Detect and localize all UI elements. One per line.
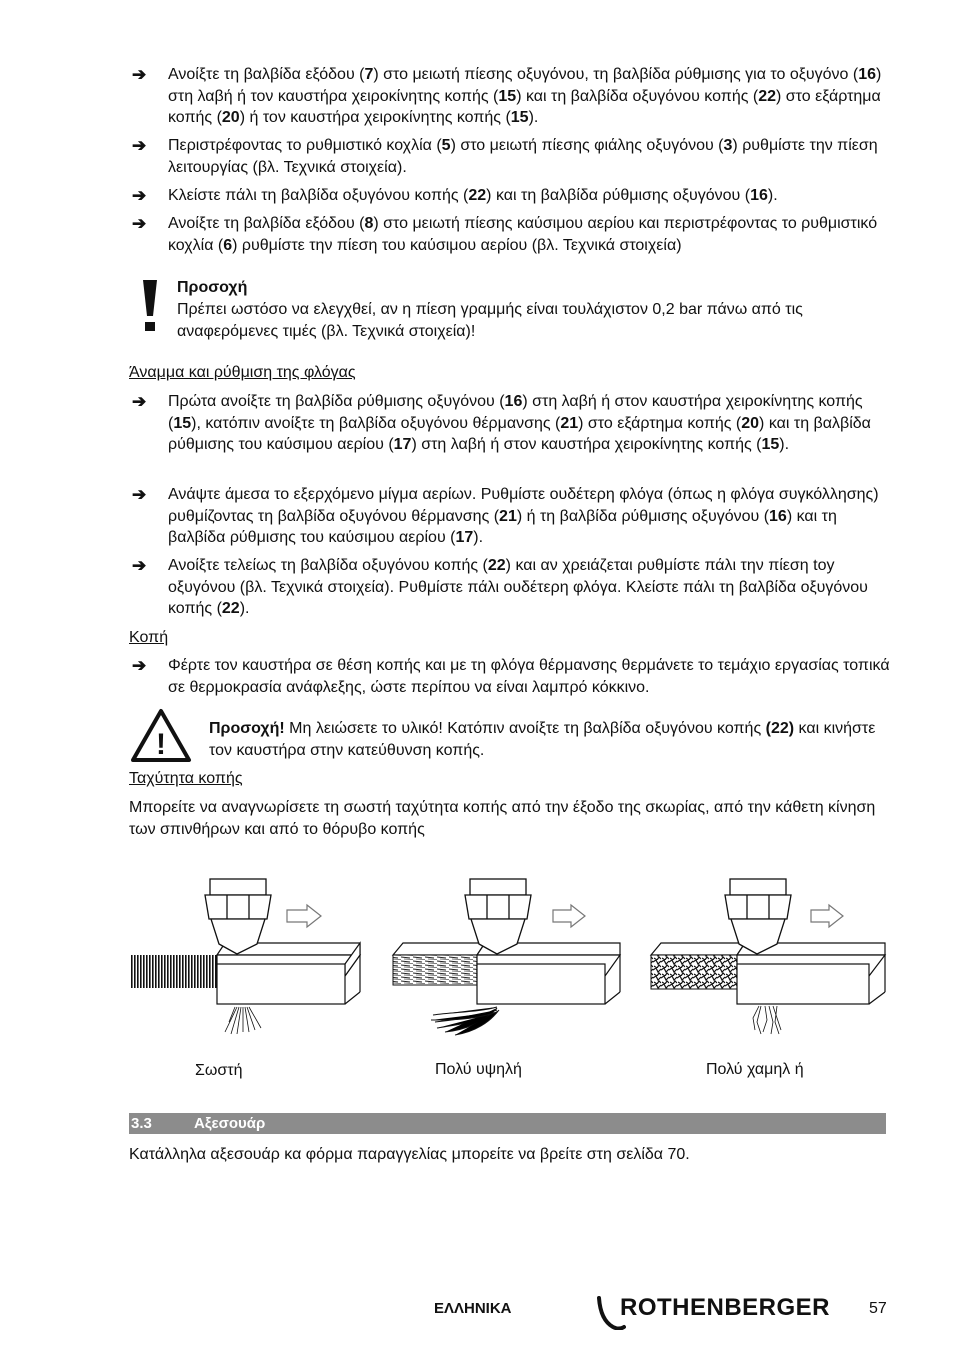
section-number: 3.3 <box>131 1115 152 1132</box>
arrow-icon: ➔ <box>132 656 147 675</box>
figure-caption-correct: Σωστή <box>195 1062 243 1079</box>
footer-language: ΕΛΛΗΝΙΚΑ <box>434 1300 512 1317</box>
arrow-icon: ➔ <box>132 392 147 411</box>
list-item <box>132 64 892 129</box>
list-item <box>132 655 892 698</box>
arrow-icon: ➔ <box>132 214 147 233</box>
warning-triangle-icon <box>130 708 192 763</box>
cutting-speed-figure <box>125 872 890 1042</box>
arrow-icon: ➔ <box>132 136 147 155</box>
list-item <box>132 185 892 207</box>
exclamation-icon <box>140 280 160 332</box>
list-item <box>132 484 892 549</box>
figure-caption-too-low: Πολύ χαμηλ ή <box>706 1061 804 1078</box>
accessories-paragraph: Κατάλληλα αξεσουάρ κα φόρμα παραγγελίας μπορείτε να βρείτε στη σελίδα 70. <box>129 1146 690 1163</box>
section-header-accessories <box>129 1113 886 1134</box>
section-title: Αξεσουάρ <box>194 1115 266 1132</box>
bullet-text: Ανοίξτε τη βαλβίδα εξόδου (8) στο μειωτή πίεσης καύσιμου αερίου και περιστρέφοντας το ρυθμιστικό κοχλία (6) ρυθμίστε την πίεση του καύσιμου αερίου (βλ. Τεχνικά στοιχεία) <box>168 215 878 254</box>
bullet-text: Κλείστε πάλι τη βαλβίδα οξυγόνου κοπής (22) και τη βαλβίδα ρύθμισης οξυγόνου (16). <box>168 187 778 204</box>
figure-too-high <box>393 879 620 1035</box>
bullet-text: Ανοίξτε τη βαλβίδα εξόδου (7) στο μειωτή πίεσης οξυγόνου, τη βαλβίδα ρύθμισης για το οξυγόνο (16) στη λαβή ή τον καυστήρα χειροκίνητης κοπής (15) και τη βαλβίδα οξυγόνου κοπής (22) στο εξάρτημα κοπής (20) ή τον καυστήρα χειροκίνητης κοπής (15). <box>168 66 882 126</box>
section-heading-cutting: Κοπή <box>129 629 169 646</box>
figure-correct <box>130 879 360 1034</box>
speed-paragraph: Μπορείτε να αναγνωρίσετε τη σωστή ταχύτητα κοπής από την έξοδο της σκωρίας, από την κάθετη κίνηση των σπινθήρων και από το θόρυβο κοπής <box>129 799 876 838</box>
warning-text: Πρέπει ωστόσο να ελεγχθεί, αν η πίεση γραμμής είναι τουλάχιστον 0,2 bar πάνω από τις αναφερόμενες τιμές (βλ. Τεχνικά στοιχεία)! <box>177 301 803 340</box>
list-item <box>132 555 892 620</box>
footer-brand: ROTHENBERGER <box>620 1294 831 1321</box>
list-item <box>132 135 892 178</box>
bullet-text: Ανοίξτε τελείως τη βαλβίδα οξυγόνου κοπής (22) και αν χρειάζεται ρυθμίστε πάλι την πίεση toy οξυγόνου (βλ. Τεχνικά στοιχεία). Ρυθμίστε πάλι ουδέτερη φλόγα. Κλείστε πάλι τη βαλβίδα οξυγόνου κοπής (22). <box>168 557 868 617</box>
arrow-icon: ➔ <box>132 556 147 575</box>
bullet-text: Περιστρέφοντας το ρυθμιστικό κοχλία (5) στο μειωτή πίεσης φιάλης οξυγόνου (3) ρυθμίστε την πίεση λειτουργίας (βλ. Τεχνικά στοιχεία). <box>168 137 878 176</box>
list-item <box>132 213 892 256</box>
warning-title: Προσοχή <box>177 279 248 296</box>
page-number: 57 <box>869 1300 887 1317</box>
arrow-icon: ➔ <box>132 485 147 504</box>
figure-too-low <box>651 879 885 1034</box>
bullet-text: Φέρτε τον καυστήρα σε θέση κοπής και με τη φλόγα θέρμανσης θερμάνετε το τεμάχιο εργασίας τοπικά σε θερμοκρασία ανάφλεξης, ώστε περίπου να είναι λαμπρό κόκκινο. <box>168 657 890 696</box>
warning-body: Μη λειώσετε το υλικό! Κατόπιν ανοίξτε τη βαλβίδα οξυγόνου κοπής (22) και κινήστε τον καυστήρα στην κατεύθυνση κοπής. <box>209 720 876 759</box>
figure-caption-too-high: Πολύ υψηλή <box>435 1061 522 1078</box>
warning-text <box>209 718 889 761</box>
section-heading-ignition: Άναμμα και ρύθμιση της φλόγας <box>129 364 356 381</box>
bullet-text: Ανάψτε άμεσα το εξερχόμενο μίγμα αερίων. Ρυθμίστε ουδέτερη φλόγα (όπως η φλόγα συγκόλλησης) ρυθμίζοντας τη βαλβίδα οξυγόνου θέρμανσης (21) ή τη βαλβίδα ρύθμισης οξυγόνου (16) και τη βαλβίδα ρύθμισης του καύσιμου αερίου (17). <box>168 486 879 546</box>
section-heading-speed: Ταχύτητα κοπής <box>129 770 243 787</box>
warning-title: Προσοχή! <box>209 720 285 737</box>
arrow-icon: ➔ <box>132 65 147 84</box>
svg-text:!: ! <box>156 728 166 761</box>
bullet-text: Πρώτα ανοίξτε τη βαλβίδα ρύθμισης οξυγόνου (16) στη λαβή ή στον καυστήρα χειροκίνητης κοπής (15), κατόπιν ανοίξτε τη βαλβίδα οξυγόνου θέρμανσης (21) στο εξάρτημα κοπής (20) και τη βαλβίδα ρύθμισης του καύσιμου αερίου (17) στη λαβή ή στον καυστήρα χειροκίνητης κοπής (15). <box>168 393 871 453</box>
list-item <box>132 391 892 456</box>
arrow-icon: ➔ <box>132 186 147 205</box>
